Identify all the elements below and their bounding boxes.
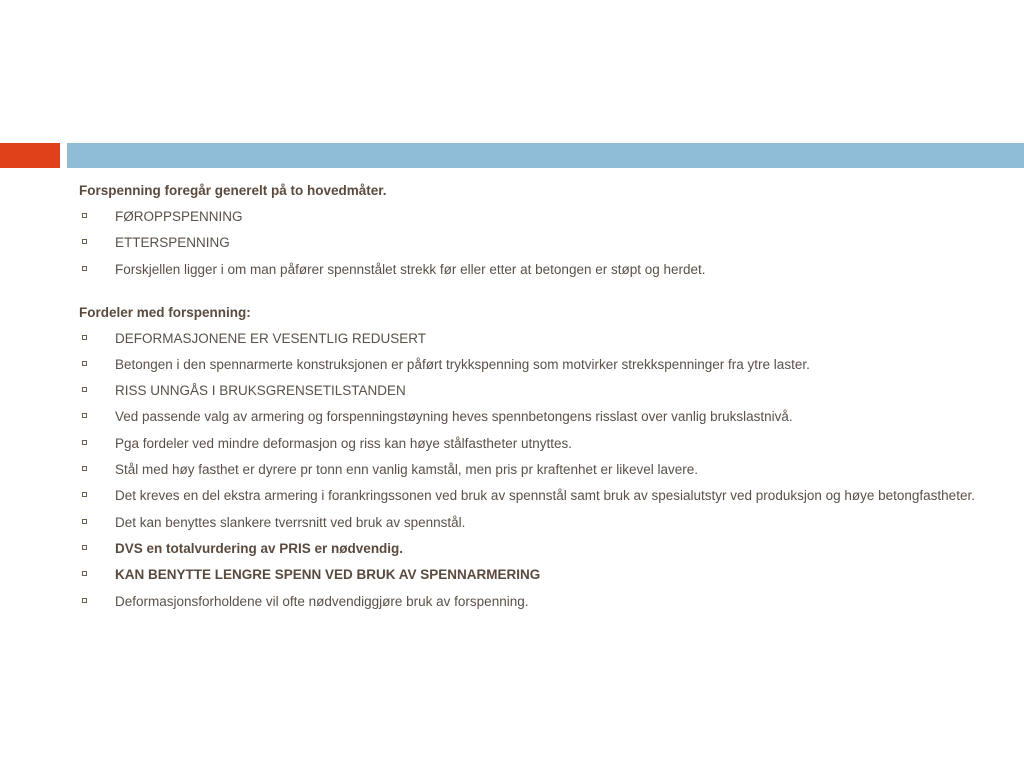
list-item: Betongen i den spennarmerte konstruksjonen er påført trykkspenning som motvirker strekkspenninger fra ytre laster. <box>79 356 994 373</box>
list-item: FØROPPSPENNING <box>79 208 994 225</box>
section-heading-methods: Forspenning foregår generelt på to hovedmåter. <box>79 183 387 198</box>
section-heading-advantages: Fordeler med forspenning: <box>79 304 251 320</box>
list-item: DVS en totalvurdering av PRIS er nødvendig. <box>79 540 994 557</box>
list-item: Deformasjonsforholdene vil ofte nødvendiggjøre bruk av forspenning. <box>79 593 994 610</box>
square-bullet-icon <box>82 598 87 603</box>
square-bullet-icon <box>82 266 87 271</box>
square-bullet-icon <box>82 519 87 524</box>
square-bullet-icon <box>82 571 87 576</box>
header-band <box>67 143 1024 168</box>
square-bullet-icon <box>82 387 87 392</box>
methods-list <box>79 208 994 278</box>
list-item: ETTERSPENNING <box>79 234 994 251</box>
square-bullet-icon <box>82 413 87 418</box>
list-item: DEFORMASJONENE ER VESENTLIG REDUSERT <box>79 330 994 347</box>
list-item: KAN BENYTTE LENGRE SPENN VED BRUK AV SPENNARMERING <box>79 566 994 583</box>
square-bullet-icon <box>82 492 87 497</box>
square-bullet-icon <box>82 335 87 340</box>
square-bullet-icon <box>82 440 87 445</box>
list-item: Det kreves en del ekstra armering i forankringssonen ved bruk av spennstål samt bruk av spesialutstyr ved produksjon og høye betongfastheter. <box>79 487 994 504</box>
list-item: Stål med høy fasthet er dyrere pr tonn enn vanlig kamstål, men pris pr kraftenhet er likevel lavere. <box>79 461 994 478</box>
square-bullet-icon <box>82 545 87 550</box>
advantages-list <box>79 330 994 610</box>
square-bullet-icon <box>82 466 87 471</box>
square-bullet-icon <box>82 239 87 244</box>
list-item: Forskjellen ligger i om man påfører spennstålet strekk før eller etter at betongen er støpt og herdet. <box>79 261 994 278</box>
list-item: Ved passende valg av armering og forspenningstøyning heves spennbetongens risslast over vanlig brukslastnivå. <box>79 408 994 425</box>
slide-body <box>79 182 994 619</box>
square-bullet-icon <box>82 361 87 366</box>
accent-bar <box>0 143 60 168</box>
list-item: RISS UNNGÅS I BRUKSGRENSETILSTANDEN <box>79 382 994 399</box>
square-bullet-icon <box>82 213 87 218</box>
list-item: Det kan benyttes slankere tverrsnitt ved bruk av spennstål. <box>79 514 994 531</box>
list-item: Pga fordeler ved mindre deformasjon og riss kan høye stålfastheter utnyttes. <box>79 435 994 452</box>
